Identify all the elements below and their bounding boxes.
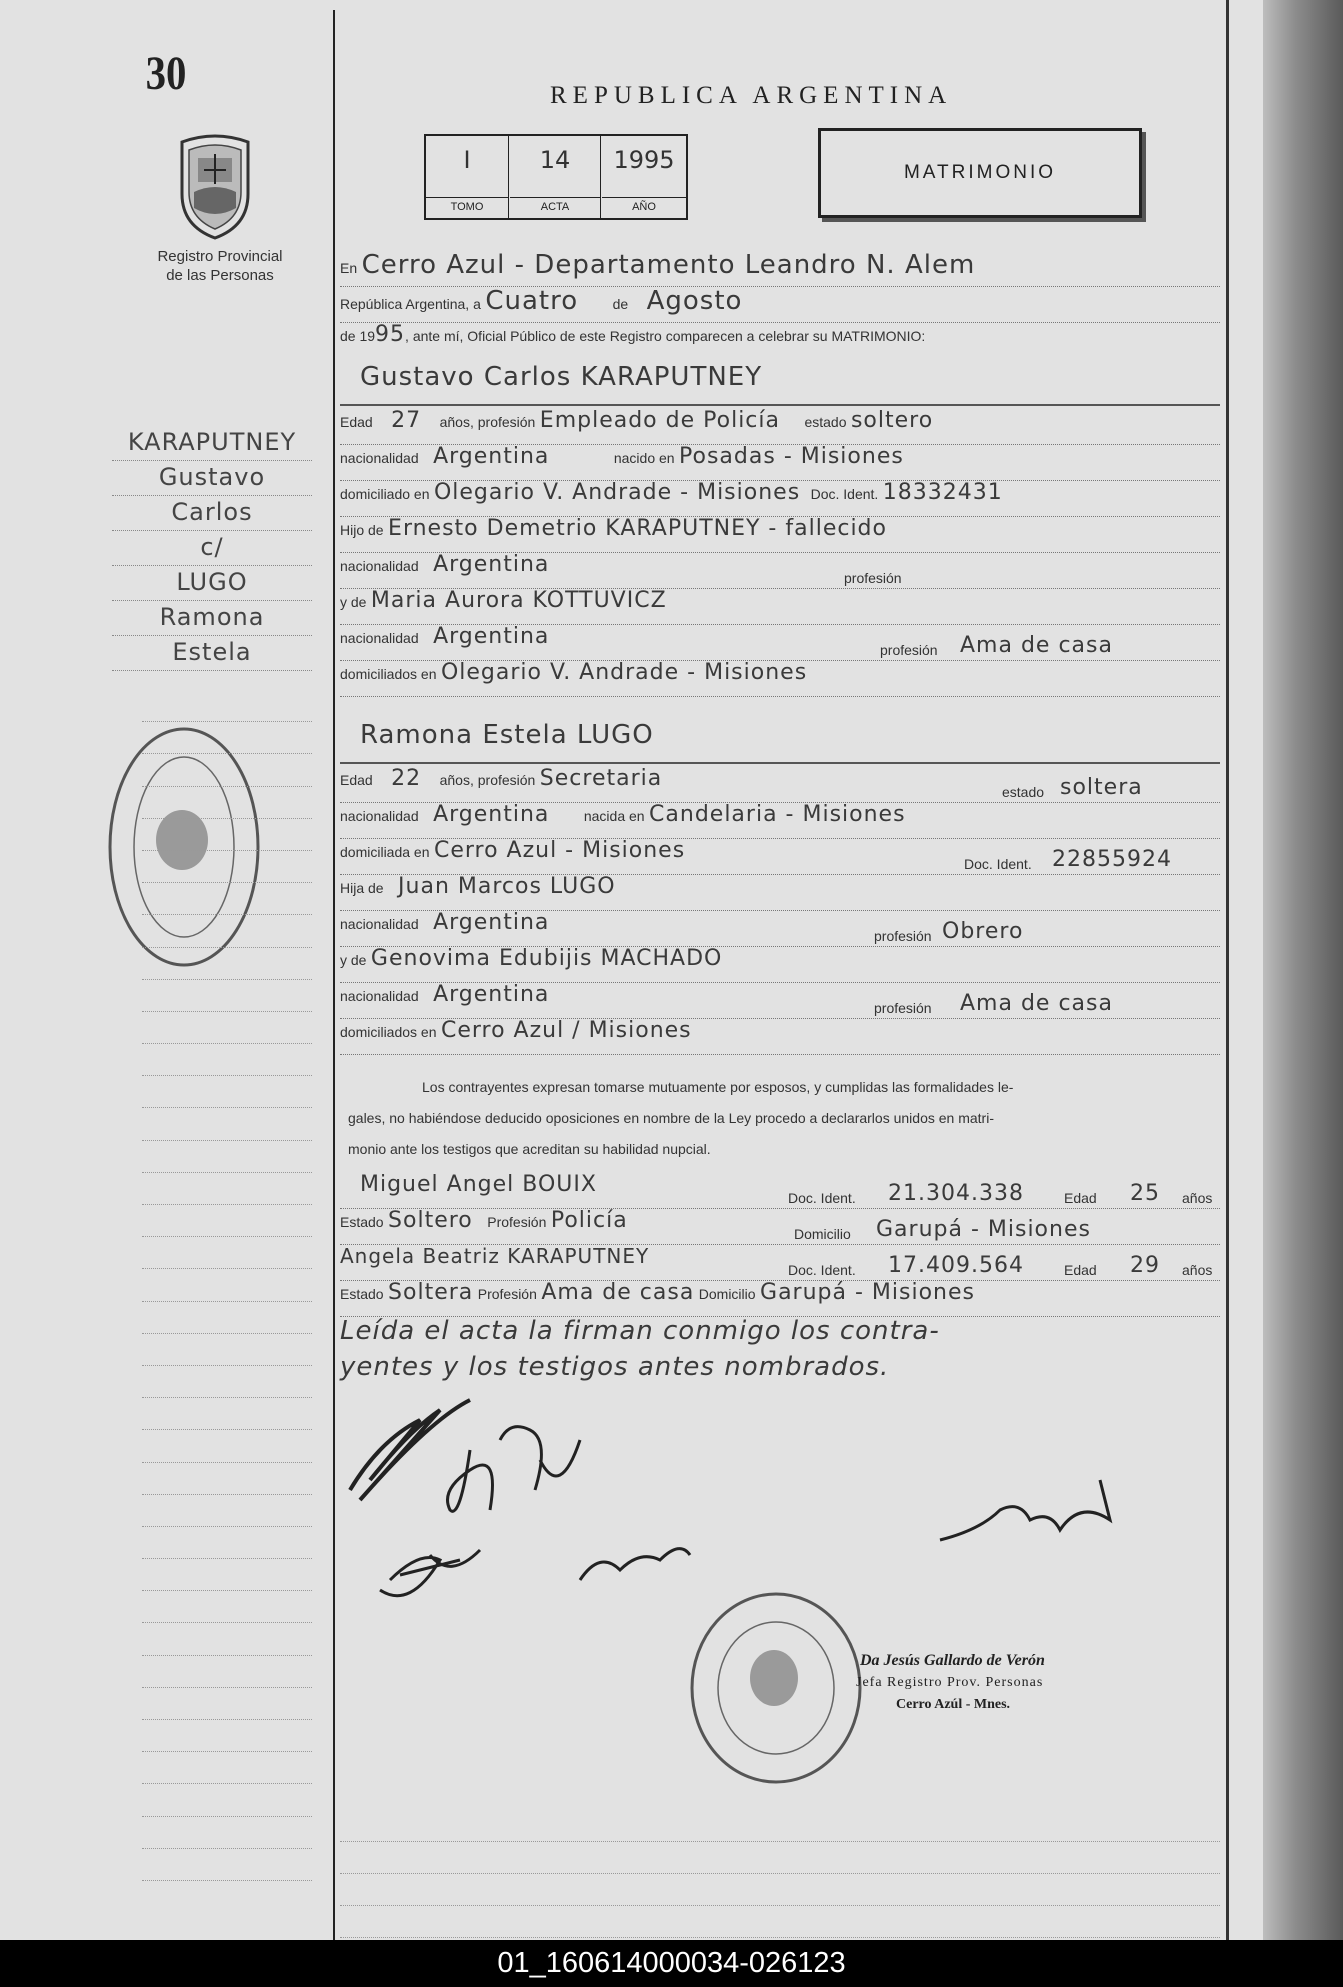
witness-1-details-row: Estado Soltero Profesión Policía Domicilio Garupá - Misiones bbox=[340, 1208, 1220, 1245]
bride-father-profession: Obrero bbox=[942, 919, 1024, 944]
declaration-paragraph: Los contrayentes expresan tomarse mutuamente por esposos, y cumplidas las formalidades le- gales, no habiéndose deducido oposiciones en nombre de la Ley procedo a declararlos unidos en matri- monio ante los testigos que acreditan su habilidad nupcial. bbox=[348, 1079, 1014, 1157]
groom-name-row bbox=[340, 362, 1220, 406]
folio-number: 30 bbox=[145, 47, 187, 100]
country-header: REPUBLICA ARGENTINA bbox=[550, 82, 953, 109]
bride-mother-profession: Ama de casa bbox=[960, 991, 1113, 1016]
groom-nationality-row: nacionalidad Argentina nacido en Posadas - Misiones bbox=[340, 444, 1220, 481]
bride-age-row: Edad 22 años, profesión Secretaria estado soltera bbox=[340, 766, 1220, 803]
groom-mother: Maria Aurora KOTTUVICZ bbox=[370, 588, 667, 613]
left-ruled-lines bbox=[142, 690, 312, 1881]
scan-edge bbox=[1263, 0, 1343, 1940]
groom-age-row: Edad 27 años, profesión Empleado de Policía estado soltero bbox=[340, 408, 1220, 445]
margin-note: Estela bbox=[112, 636, 312, 671]
groom-name: Gustavo Carlos KARAPUTNEY bbox=[360, 362, 763, 392]
year-value: 95 bbox=[375, 322, 406, 347]
bottom-ruled-lines bbox=[340, 1810, 1220, 1938]
margin-note: Carlos bbox=[112, 496, 312, 531]
registry-title bbox=[130, 247, 310, 285]
ano-value: 1995 bbox=[613, 146, 675, 174]
record-reference-box bbox=[424, 134, 688, 220]
date-row: República Argentina, a Cuatro de Agosto bbox=[340, 286, 1220, 323]
file-id: 01_160614000034-026123 bbox=[0, 1940, 1343, 1987]
closing-line-1: Leída el acta la firman conmigo los contra- bbox=[340, 1316, 940, 1346]
witness-2-domicile: Garupá - Misiones bbox=[760, 1280, 975, 1305]
bride-age: 22 bbox=[391, 766, 422, 791]
registry-line-1: Registro Provincial bbox=[157, 248, 283, 265]
witness-1-age: 25 bbox=[1130, 1181, 1160, 1206]
witness-1-row: Miguel Angel BOUIX Doc. Ident. 21.304.338 Edad 25 años bbox=[340, 1172, 1220, 1209]
groom-father-nationality: Argentina bbox=[433, 552, 550, 577]
margin-note: Ramona bbox=[112, 601, 312, 636]
closing-line-2: yentes y los testigos antes nombrados. bbox=[340, 1352, 890, 1382]
groom-domicile: Olegario V. Andrade - Misiones bbox=[433, 480, 801, 505]
matrimonio-label: MATRIMONIO bbox=[903, 162, 1057, 183]
margin-note: KARAPUTNEY bbox=[112, 426, 312, 461]
place-row: En Cerro Azul - Departamento Leandro N. Alem bbox=[340, 250, 1220, 287]
groom-mother-profession: Ama de casa bbox=[960, 633, 1113, 658]
bride-father-nationality: Argentina bbox=[433, 910, 550, 935]
bride-mother: Genovima Edubijis MACHADO bbox=[370, 946, 723, 971]
witness-2-details-row: Estado Soltera Profesión Ama de casa Domicilio Garupá - Misiones bbox=[340, 1280, 1220, 1317]
bride-parents-domicile-row: domiciliados en Cerro Azul / Misiones bbox=[340, 1018, 1220, 1055]
registry-line-2: de las Personas bbox=[166, 267, 274, 284]
witness-2-profession: Ama de casa bbox=[541, 1280, 695, 1305]
bride-father: Juan Marcos LUGO bbox=[398, 874, 616, 899]
groom-doc: 18332431 bbox=[882, 480, 1003, 505]
groom-status: soltero bbox=[850, 408, 934, 433]
bride-mother-nat-row: nacionalidad Argentina profesión Ama de casa bbox=[340, 982, 1220, 1019]
place-value: Cerro Azul - Departamento Leandro N. Alem bbox=[361, 250, 976, 280]
bride-domicile: Cerro Azul - Misiones bbox=[433, 838, 686, 863]
witness-1-doc: 21.304.338 bbox=[888, 1181, 1024, 1206]
month-value: Agosto bbox=[646, 286, 743, 316]
margin-note: Gustavo bbox=[112, 461, 312, 496]
official-place: Cerro Azúl - Mnes. bbox=[896, 1697, 1011, 1712]
tomo-cell bbox=[426, 136, 509, 218]
bride-name-row bbox=[340, 720, 1220, 764]
matrimonio-box bbox=[818, 128, 1142, 218]
ano-label: AÑO bbox=[602, 197, 686, 216]
bride-birthplace: Candelaria - Misiones bbox=[649, 802, 906, 827]
bride-name: Ramona Estela LUGO bbox=[360, 720, 654, 750]
witness-1-name: Miguel Angel BOUIX bbox=[360, 1172, 597, 1197]
witness-2-row: Angela Beatriz KARAPUTNEY Doc. Ident. 17.409.564 Edad 29 años bbox=[340, 1244, 1220, 1281]
groom-parents-domicile: Olegario V. Andrade - Misiones bbox=[440, 660, 808, 685]
bride-profession: Secretaria bbox=[539, 766, 663, 791]
bride-status: soltera bbox=[1060, 775, 1143, 800]
bride-parents-domicile: Cerro Azul / Misiones bbox=[440, 1018, 692, 1043]
acta-value: 14 bbox=[539, 146, 571, 174]
margin-note: LUGO bbox=[112, 566, 312, 601]
margin-notes bbox=[112, 426, 312, 671]
signatures bbox=[340, 1380, 1220, 1620]
witness-2-age: 29 bbox=[1130, 1253, 1160, 1278]
acta-cell bbox=[510, 136, 601, 218]
margin-divider bbox=[333, 10, 335, 1940]
margin-note: c/ bbox=[112, 531, 312, 566]
groom-profession: Empleado de Policía bbox=[539, 408, 780, 433]
coat-of-arms-icon bbox=[176, 134, 254, 240]
bride-father-nat-row: nacionalidad Argentina profesión Obrero bbox=[340, 910, 1220, 947]
witness-2-name: Angela Beatriz KARAPUTNEY bbox=[340, 1244, 650, 1268]
witness-1-profession: Policía bbox=[550, 1208, 628, 1233]
witness-2-doc: 17.409.564 bbox=[888, 1253, 1024, 1278]
groom-mother-row: y de Maria Aurora KOTTUVICZ bbox=[340, 588, 1220, 625]
acta-label: ACTA bbox=[510, 197, 600, 216]
groom-age: 27 bbox=[391, 408, 422, 433]
groom-parents-domicile-row: domiciliados en Olegario V. Andrade - Misiones bbox=[340, 660, 1220, 697]
groom-birthplace: Posadas - Misiones bbox=[679, 444, 904, 469]
official-name: Da Jesús Gallardo de Verón bbox=[860, 1652, 1045, 1669]
groom-father-nat-row: nacionalidad Argentina profesión bbox=[340, 552, 1220, 589]
bride-domicile-row: domiciliada en Cerro Azul - Misiones Doc. Ident. 22855924 bbox=[340, 838, 1220, 875]
year-row: de 1995, ante mí, Oficial Público de este Registro comparecen a celebrar su MATRIMONIO: bbox=[340, 322, 926, 347]
tomo-label: TOMO bbox=[426, 197, 508, 216]
official-title: Jefa Registro Prov. Personas bbox=[856, 1675, 1044, 1690]
groom-nationality: Argentina bbox=[433, 444, 550, 469]
bride-father-row: Hija de Juan Marcos LUGO bbox=[340, 874, 1220, 911]
day-value: Cuatro bbox=[485, 286, 579, 316]
groom-mother-nationality: Argentina bbox=[433, 624, 550, 649]
tomo-value: I bbox=[463, 146, 471, 174]
groom-domicile-row: domiciliado en Olegario V. Andrade - Misiones Doc. Ident. 18332431 bbox=[340, 480, 1220, 517]
bride-mother-nationality: Argentina bbox=[433, 982, 550, 1007]
witness-2-status: Soltera bbox=[388, 1280, 474, 1305]
registry-stamp-bottom bbox=[686, 1588, 866, 1788]
page-edge bbox=[1226, 0, 1229, 1940]
bride-nationality-row: nacionalidad Argentina nacida en Candelaria - Misiones bbox=[340, 802, 1220, 839]
bride-doc: 22855924 bbox=[1052, 847, 1172, 872]
groom-father-row: Hijo de Ernesto Demetrio KARAPUTNEY - fallecido bbox=[340, 516, 1220, 553]
witness-1-domicile: Garupá - Misiones bbox=[876, 1217, 1091, 1242]
groom-father: Ernesto Demetrio KARAPUTNEY - fallecido bbox=[388, 516, 887, 541]
ano-cell bbox=[602, 136, 686, 218]
groom-mother-nat-row: nacionalidad Argentina profesión Ama de casa bbox=[340, 624, 1220, 661]
bride-mother-row: y de Genovima Edubijis MACHADO bbox=[340, 946, 1220, 983]
witness-1-status: Soltero bbox=[388, 1208, 473, 1233]
bride-nationality: Argentina bbox=[433, 802, 550, 827]
